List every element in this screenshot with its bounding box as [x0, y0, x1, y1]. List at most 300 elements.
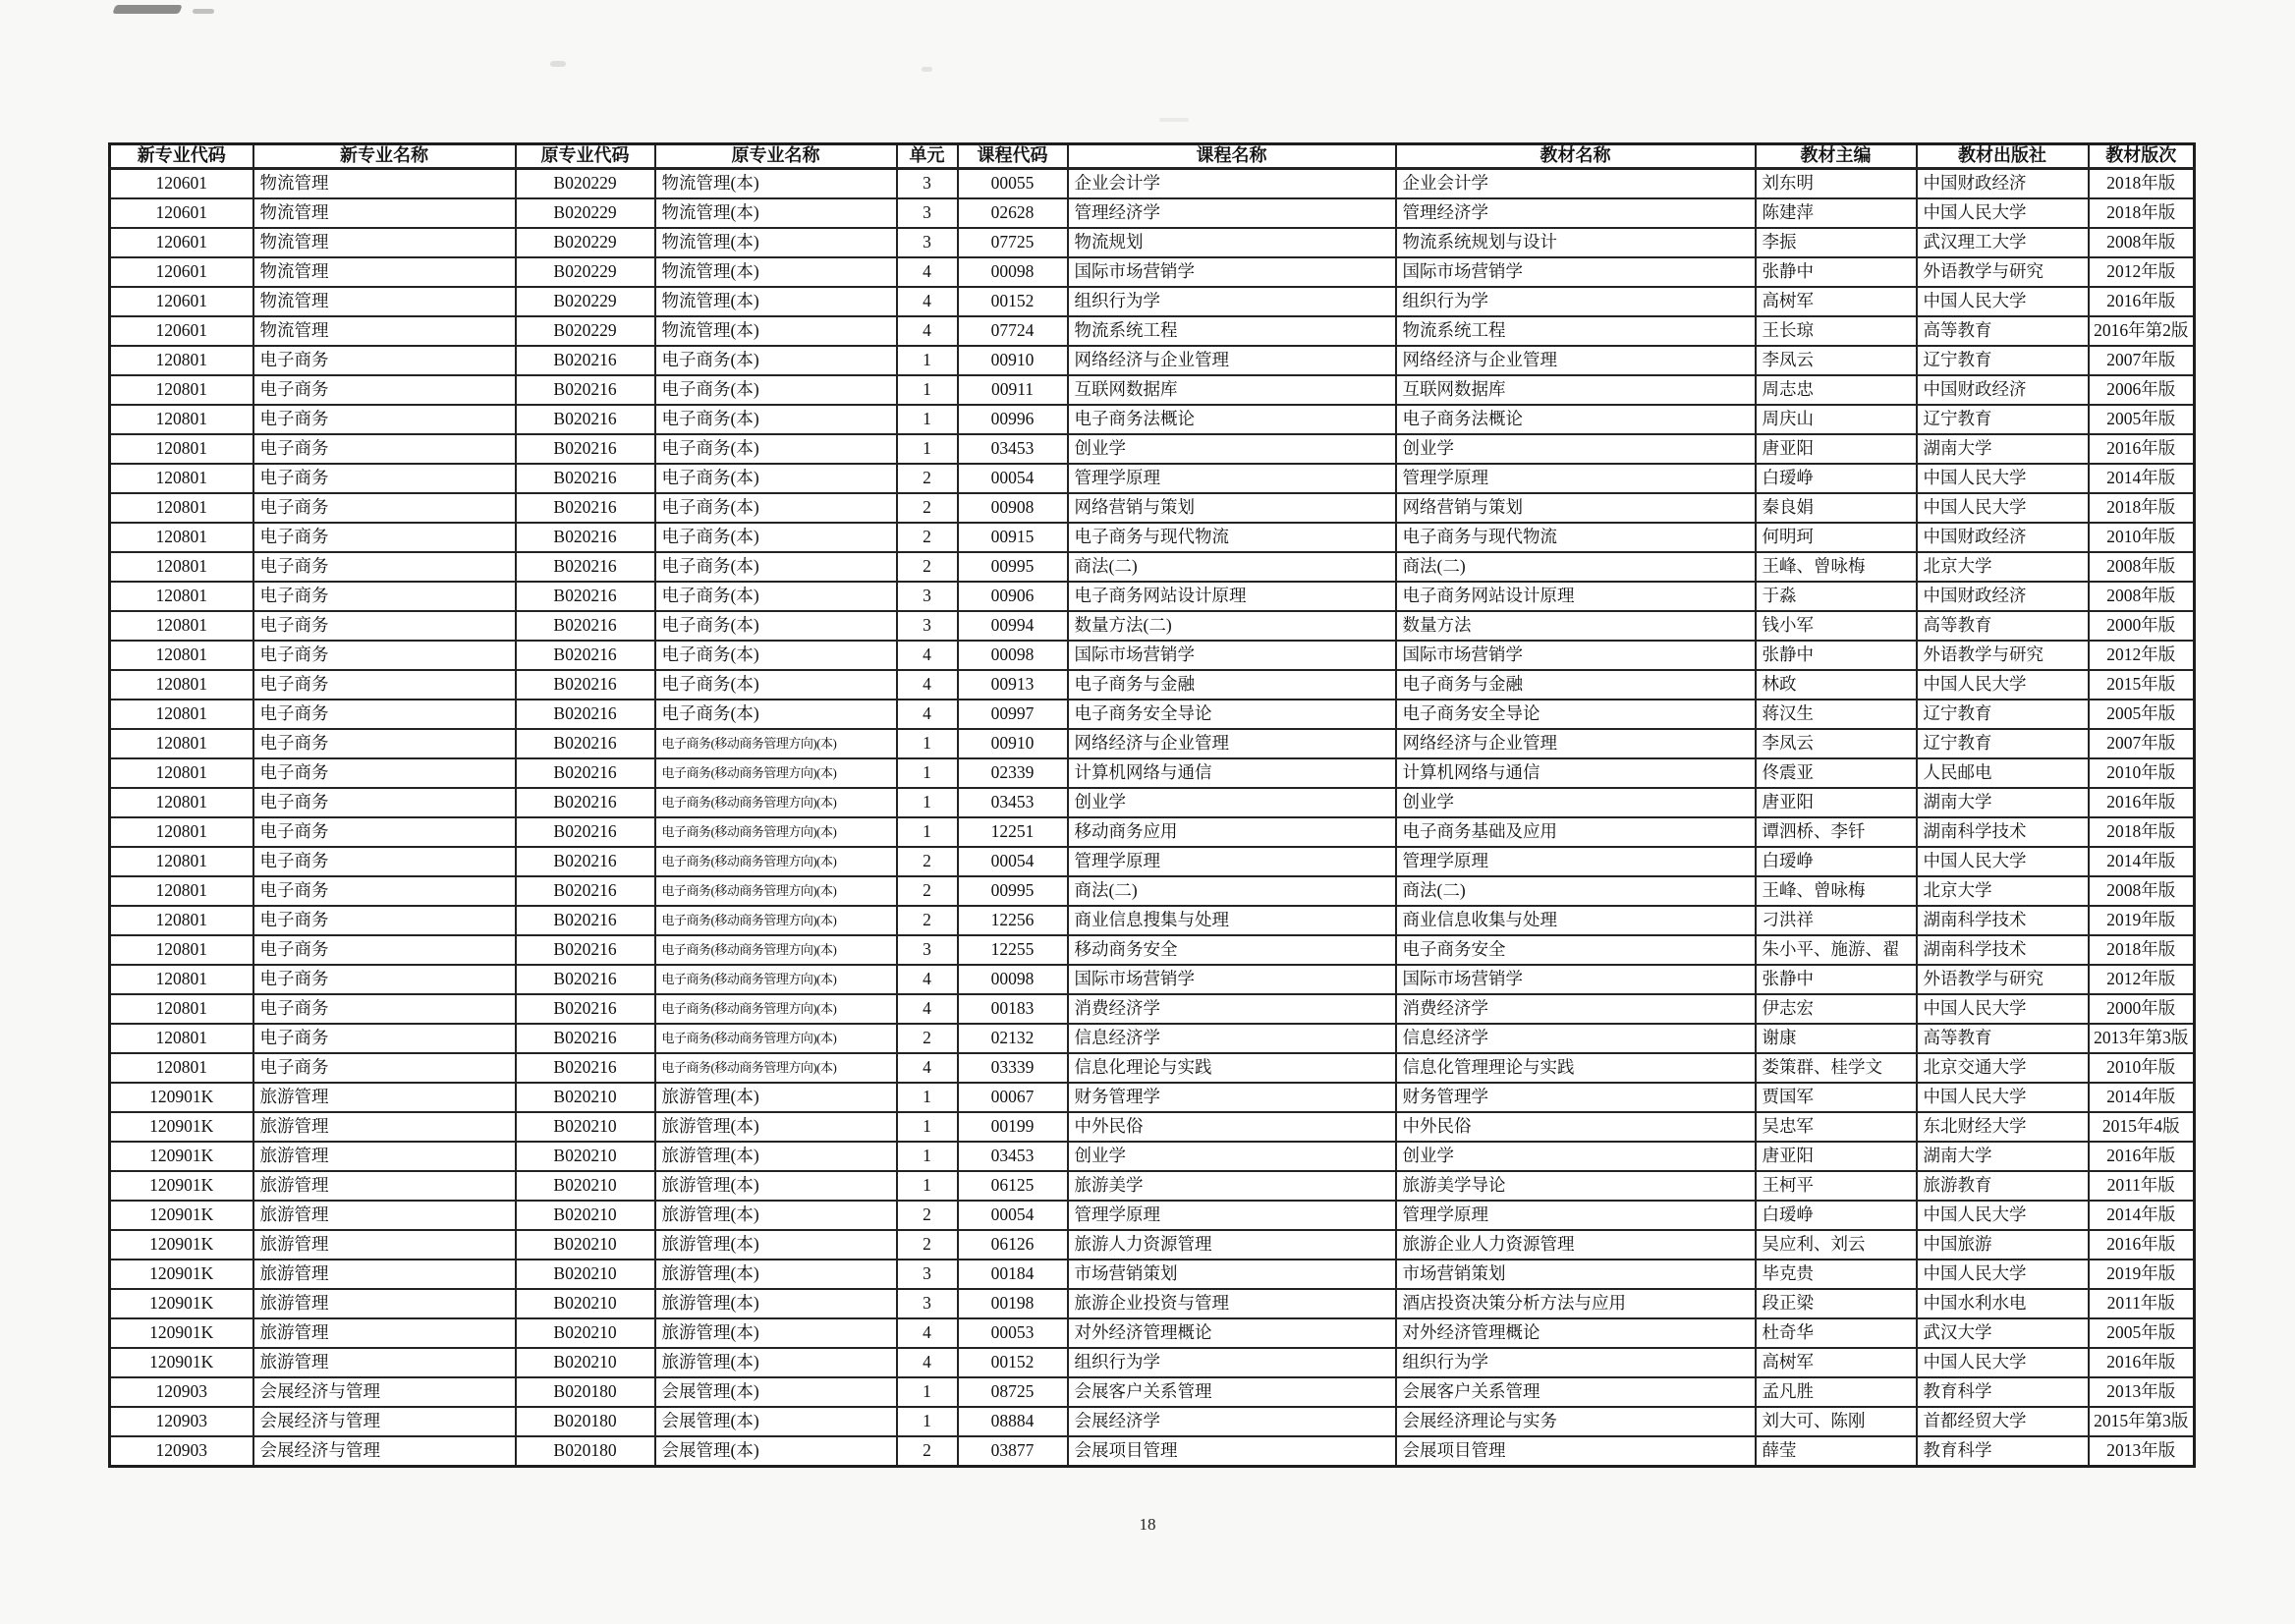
table-row: [110, 1053, 2195, 1083]
table-cell: 120801: [110, 847, 253, 876]
table-cell: 120903: [110, 1407, 253, 1436]
table-cell: 电子商务(本): [655, 611, 897, 641]
table-cell: 电子商务: [253, 965, 516, 994]
table-cell: 3: [897, 1289, 958, 1318]
table-cell: 中国人民大学: [1917, 1083, 2089, 1112]
table-cell: 电子商务网站设计原理: [1068, 582, 1396, 611]
table-cell: 中外民俗: [1068, 1112, 1396, 1142]
table-cell: 北京交通大学: [1917, 1053, 2089, 1083]
table-cell: 00054: [958, 847, 1068, 876]
page-number: 18: [1139, 1515, 1156, 1534]
table-cell: 信息化理论与实践: [1068, 1053, 1396, 1083]
table-cell: 刁洪祥: [1756, 906, 1917, 935]
table-row: [110, 198, 2195, 228]
table-cell: B020216: [516, 641, 655, 670]
table-row: [110, 287, 2195, 316]
table-cell: B020210: [516, 1230, 655, 1260]
table-row: [110, 906, 2195, 935]
table-cell: 2018年版: [2089, 935, 2195, 965]
table-cell: 物流管理(本): [655, 257, 897, 287]
table-cell: 辽宁教育: [1917, 729, 2089, 758]
table-cell: 02628: [958, 198, 1068, 228]
table-cell: 首都经贸大学: [1917, 1407, 2089, 1436]
table-cell: 旅游管理: [253, 1230, 516, 1260]
table-cell: 120801: [110, 1053, 253, 1083]
table-cell: 2010年版: [2089, 1053, 2195, 1083]
table-row: [110, 729, 2195, 758]
table-cell: 电子商务(移动商务管理方向)(本): [655, 1024, 897, 1053]
table-row: [110, 1348, 2195, 1377]
table-cell: 电子商务: [253, 906, 516, 935]
table-cell: 120801: [110, 670, 253, 700]
table-cell: 财务管理学: [1396, 1083, 1756, 1112]
table-cell: 高等教育: [1917, 611, 2089, 641]
table-cell: 120901K: [110, 1112, 253, 1142]
table-cell: 管理经济学: [1396, 198, 1756, 228]
table-cell: 旅游管理: [253, 1318, 516, 1348]
table-cell: 03453: [958, 1142, 1068, 1171]
table-cell: 中国财政经济: [1917, 375, 2089, 405]
table-cell: 00994: [958, 611, 1068, 641]
table-cell: 120801: [110, 375, 253, 405]
table-cell: 03453: [958, 434, 1068, 464]
table-cell: 00152: [958, 1348, 1068, 1377]
table-cell: 2: [897, 1436, 958, 1467]
table-cell: 电子商务: [253, 817, 516, 847]
table-cell: 2: [897, 847, 958, 876]
table-cell: 中国人民大学: [1917, 670, 2089, 700]
table-row: [110, 228, 2195, 257]
scan-artifact: [550, 61, 566, 67]
table-cell: 电子商务(本): [655, 405, 897, 434]
table-cell: 4: [897, 1053, 958, 1083]
table-cell: 2018年版: [2089, 493, 2195, 523]
table-cell: 00184: [958, 1260, 1068, 1289]
table-cell: 120601: [110, 169, 253, 199]
table-cell: 电子商务安全导论: [1396, 700, 1756, 729]
scan-artifact: [922, 67, 932, 72]
table-cell: 电子商务: [253, 788, 516, 817]
table-cell: 120901K: [110, 1230, 253, 1260]
table-cell: 03877: [958, 1436, 1068, 1467]
table-cell: 电子商务网站设计原理: [1396, 582, 1756, 611]
table-cell: 贾国军: [1756, 1083, 1917, 1112]
table-cell: 2016年版: [2089, 1230, 2195, 1260]
table-cell: B020216: [516, 464, 655, 493]
table-row: [110, 611, 2195, 641]
table-cell: 00910: [958, 729, 1068, 758]
table-cell: 旅游管理: [253, 1289, 516, 1318]
table-cell: 移动商务应用: [1068, 817, 1396, 847]
table-cell: 国际市场营销学: [1068, 965, 1396, 994]
course-textbook-table: [108, 142, 2196, 1468]
table-cell: 1: [897, 346, 958, 375]
table-row: [110, 552, 2195, 582]
table-cell: 高树军: [1756, 287, 1917, 316]
table-cell: 电子商务(本): [655, 346, 897, 375]
table-cell: 企业会计学: [1396, 169, 1756, 199]
table-cell: 秦良娟: [1756, 493, 1917, 523]
table-row: [110, 1377, 2195, 1407]
table-cell: 网络营销与策划: [1068, 493, 1396, 523]
table-cell: 1: [897, 817, 958, 847]
table-cell: 于淼: [1756, 582, 1917, 611]
table-cell: 120601: [110, 257, 253, 287]
table-cell: 旅游管理(本): [655, 1083, 897, 1112]
table-cell: 电子商务(本): [655, 464, 897, 493]
table-cell: 物流管理(本): [655, 198, 897, 228]
table-cell: 商法(二): [1068, 876, 1396, 906]
table-cell: 旅游管理(本): [655, 1348, 897, 1377]
table-cell: 2016年版: [2089, 1142, 2195, 1171]
table-cell: 2016年第2版: [2089, 316, 2195, 346]
table-cell: 管理学原理: [1068, 464, 1396, 493]
table-cell: 白瑷峥: [1756, 1201, 1917, 1230]
table-cell: 00199: [958, 1112, 1068, 1142]
table-cell: 06125: [958, 1171, 1068, 1201]
table-cell: 中国水利水电: [1917, 1289, 2089, 1318]
table-cell: 4: [897, 316, 958, 346]
table-cell: B020210: [516, 1171, 655, 1201]
table-cell: B020216: [516, 493, 655, 523]
table-cell: 电子商务(本): [655, 552, 897, 582]
table-cell: 电子商务(移动商务管理方向)(本): [655, 965, 897, 994]
table-cell: 管理学原理: [1396, 1201, 1756, 1230]
table-cell: 电子商务: [253, 700, 516, 729]
scan-artifact: [112, 5, 182, 14]
table-cell: 旅游企业人力资源管理: [1396, 1230, 1756, 1260]
table-cell: 00054: [958, 464, 1068, 493]
table-cell: B020216: [516, 1024, 655, 1053]
table-cell: 市场营销策划: [1396, 1260, 1756, 1289]
table-cell: 1: [897, 1142, 958, 1171]
table-cell: 电子商务(本): [655, 375, 897, 405]
column-header: 课程代码: [958, 144, 1068, 169]
table-cell: 1: [897, 1112, 958, 1142]
table-cell: 2014年版: [2089, 464, 2195, 493]
table-cell: 商法(二): [1396, 876, 1756, 906]
table-cell: 2016年版: [2089, 434, 2195, 464]
table-cell: 辽宁教育: [1917, 700, 2089, 729]
table-cell: 会展管理(本): [655, 1377, 897, 1407]
table-cell: 高等教育: [1917, 316, 2089, 346]
table-cell: 120801: [110, 434, 253, 464]
table-cell: 120901K: [110, 1083, 253, 1112]
table-cell: 2014年版: [2089, 1083, 2195, 1112]
table-cell: 2012年版: [2089, 641, 2195, 670]
table-row: [110, 405, 2195, 434]
column-header: 单元: [897, 144, 958, 169]
table-cell: 管理经济学: [1068, 198, 1396, 228]
table-cell: 电子商务(移动商务管理方向)(本): [655, 788, 897, 817]
table-cell: 120601: [110, 228, 253, 257]
table-cell: 中国人民大学: [1917, 1348, 2089, 1377]
table-cell: 互联网数据库: [1068, 375, 1396, 405]
table-cell: 2019年版: [2089, 906, 2195, 935]
table-cell: 2010年版: [2089, 758, 2195, 788]
table-cell: 旅游企业投资与管理: [1068, 1289, 1396, 1318]
table-cell: 2013年版: [2089, 1377, 2195, 1407]
table-cell: 会展经济与管理: [253, 1377, 516, 1407]
table-cell: 教育科学: [1917, 1377, 2089, 1407]
column-header: 教材名称: [1396, 144, 1756, 169]
table-cell: 计算机网络与通信: [1396, 758, 1756, 788]
table-cell: 1: [897, 758, 958, 788]
table-cell: 移动商务安全: [1068, 935, 1396, 965]
table-cell: 中国人民大学: [1917, 493, 2089, 523]
table-cell: 00995: [958, 552, 1068, 582]
table-cell: 消费经济学: [1396, 994, 1756, 1024]
table-cell: 网络营销与策划: [1396, 493, 1756, 523]
table-cell: 2012年版: [2089, 965, 2195, 994]
table-cell: 伊志宏: [1756, 994, 1917, 1024]
table-cell: 00996: [958, 405, 1068, 434]
table-cell: 12251: [958, 817, 1068, 847]
table-row: [110, 257, 2195, 287]
table-cell: 2: [897, 876, 958, 906]
table-cell: B020216: [516, 375, 655, 405]
table-cell: 120901K: [110, 1201, 253, 1230]
table-cell: 会展客户关系管理: [1396, 1377, 1756, 1407]
table-cell: 网络经济与企业管理: [1068, 346, 1396, 375]
table-cell: 电子商务(本): [655, 582, 897, 611]
table-cell: 电子商务与金融: [1068, 670, 1396, 700]
table-row: [110, 641, 2195, 670]
table-cell: 电子商务: [253, 434, 516, 464]
table-cell: 湖南大学: [1917, 1142, 2089, 1171]
table-cell: 120901K: [110, 1142, 253, 1171]
table-cell: 财务管理学: [1068, 1083, 1396, 1112]
table-cell: 王峰、曾咏梅: [1756, 552, 1917, 582]
table-cell: 120903: [110, 1436, 253, 1467]
table-cell: 创业学: [1068, 788, 1396, 817]
table-row: [110, 1289, 2195, 1318]
table-cell: 数量方法: [1396, 611, 1756, 641]
table-cell: 2011年版: [2089, 1289, 2195, 1318]
table-cell: 2016年版: [2089, 287, 2195, 316]
table-cell: 国际市场营销学: [1068, 641, 1396, 670]
table-cell: 电子商务: [253, 758, 516, 788]
table-cell: 张静中: [1756, 641, 1917, 670]
table-cell: 07725: [958, 228, 1068, 257]
table-cell: 教育科学: [1917, 1436, 2089, 1467]
table-row: [110, 876, 2195, 906]
table-cell: 120801: [110, 1024, 253, 1053]
table-cell: 120601: [110, 287, 253, 316]
table-cell: 电子商务: [253, 582, 516, 611]
table-cell: 1: [897, 1377, 958, 1407]
table-cell: 2000年版: [2089, 994, 2195, 1024]
table-cell: 2: [897, 1024, 958, 1053]
table-cell: 1: [897, 434, 958, 464]
table-cell: 朱小平、施游、翟: [1756, 935, 1917, 965]
table-cell: 电子商务基础及应用: [1396, 817, 1756, 847]
table-cell: 电子商务(本): [655, 700, 897, 729]
table-row: [110, 316, 2195, 346]
table-cell: B020216: [516, 994, 655, 1024]
table-cell: 120601: [110, 316, 253, 346]
table-row: [110, 788, 2195, 817]
table-cell: 辽宁教育: [1917, 405, 2089, 434]
table-cell: 物流管理: [253, 228, 516, 257]
table-cell: 物流管理: [253, 287, 516, 316]
table-cell: 00054: [958, 1201, 1068, 1230]
table-cell: 中国财政经济: [1917, 169, 2089, 199]
table-cell: 物流管理(本): [655, 287, 897, 316]
table-cell: 电子商务: [253, 670, 516, 700]
table-cell: 白瑷峥: [1756, 464, 1917, 493]
table-cell: 物流管理(本): [655, 316, 897, 346]
table-cell: 00913: [958, 670, 1068, 700]
table-row: [110, 670, 2195, 700]
table-cell: 3: [897, 935, 958, 965]
table-cell: 2: [897, 1230, 958, 1260]
table-cell: 会展经济与管理: [253, 1436, 516, 1467]
table-cell: 旅游管理: [253, 1260, 516, 1289]
table-cell: 电子商务(移动商务管理方向)(本): [655, 876, 897, 906]
table-cell: 3: [897, 1260, 958, 1289]
table-cell: 湖南科学技术: [1917, 817, 2089, 847]
table-cell: 国际市场营销学: [1396, 965, 1756, 994]
table-body: [110, 169, 2195, 1467]
table-cell: 电子商务: [253, 346, 516, 375]
table-cell: 毕克贵: [1756, 1260, 1917, 1289]
table-cell: 2010年版: [2089, 523, 2195, 552]
table-cell: 旅游美学导论: [1396, 1171, 1756, 1201]
table-cell: 2018年版: [2089, 169, 2195, 199]
table-cell: 何明珂: [1756, 523, 1917, 552]
table-cell: 会展客户关系管理: [1068, 1377, 1396, 1407]
table-cell: B020210: [516, 1083, 655, 1112]
table-cell: 电子商务(本): [655, 641, 897, 670]
table-cell: 1: [897, 1407, 958, 1436]
table-cell: 钱小军: [1756, 611, 1917, 641]
table-cell: 120901K: [110, 1348, 253, 1377]
table-cell: 电子商务(移动商务管理方向)(本): [655, 935, 897, 965]
table-cell: 唐亚阳: [1756, 788, 1917, 817]
table-cell: B020216: [516, 346, 655, 375]
table-cell: 电子商务安全导论: [1068, 700, 1396, 729]
table-cell: 物流管理: [253, 316, 516, 346]
table-cell: B020229: [516, 287, 655, 316]
table-cell: 刘东明: [1756, 169, 1917, 199]
table-row: [110, 1407, 2195, 1436]
table-cell: 中国人民大学: [1917, 1260, 2089, 1289]
table-cell: 03453: [958, 788, 1068, 817]
table-cell: 佟震亚: [1756, 758, 1917, 788]
table-cell: B020180: [516, 1407, 655, 1436]
table-row: [110, 1142, 2195, 1171]
column-header: 原专业名称: [655, 144, 897, 169]
table-cell: 1: [897, 405, 958, 434]
table-cell: B020216: [516, 523, 655, 552]
table-cell: 电子商务: [253, 405, 516, 434]
table-cell: 00053: [958, 1318, 1068, 1348]
table-cell: 会展经济与管理: [253, 1407, 516, 1436]
table-cell: B020210: [516, 1289, 655, 1318]
table-cell: 信息经济学: [1396, 1024, 1756, 1053]
table-cell: 12256: [958, 906, 1068, 935]
header-row: [110, 144, 2195, 169]
table-cell: 电子商务: [253, 729, 516, 758]
table-cell: 2005年版: [2089, 700, 2195, 729]
table-row: [110, 935, 2195, 965]
table-cell: 4: [897, 1348, 958, 1377]
table-cell: 辽宁教育: [1917, 346, 2089, 375]
table-cell: 120801: [110, 788, 253, 817]
table-cell: B020216: [516, 906, 655, 935]
table-cell: 120801: [110, 552, 253, 582]
table-cell: 湖南大学: [1917, 788, 2089, 817]
table-cell: 计算机网络与通信: [1068, 758, 1396, 788]
table-row: [110, 346, 2195, 375]
table-cell: 东北财经大学: [1917, 1112, 2089, 1142]
table-cell: 物流管理: [253, 257, 516, 287]
table-cell: 外语教学与研究: [1917, 965, 2089, 994]
column-header: 教材版次: [2089, 144, 2195, 169]
table-cell: 谢康: [1756, 1024, 1917, 1053]
table-cell: 120901K: [110, 1260, 253, 1289]
table-cell: 2008年版: [2089, 552, 2195, 582]
table-cell: 电子商务: [253, 523, 516, 552]
table-row: [110, 375, 2195, 405]
table-cell: 中国人民大学: [1917, 198, 2089, 228]
table-header: [110, 144, 2195, 169]
table-cell: 120801: [110, 935, 253, 965]
table-cell: 李凤云: [1756, 729, 1917, 758]
table-cell: 电子商务: [253, 375, 516, 405]
table-cell: 旅游管理: [253, 1112, 516, 1142]
table-cell: 物流管理: [253, 198, 516, 228]
table-cell: 2: [897, 1201, 958, 1230]
table-cell: 电子商务: [253, 1024, 516, 1053]
table-cell: 外语教学与研究: [1917, 257, 2089, 287]
column-header: 教材出版社: [1917, 144, 2089, 169]
table-cell: 对外经济管理概论: [1396, 1318, 1756, 1348]
table-cell: 武汉大学: [1917, 1318, 2089, 1348]
table-cell: 物流系统工程: [1396, 316, 1756, 346]
table-cell: 1: [897, 729, 958, 758]
table-cell: 创业学: [1068, 1142, 1396, 1171]
table-cell: 4: [897, 670, 958, 700]
table-cell: 旅游管理: [253, 1171, 516, 1201]
table-cell: B020216: [516, 611, 655, 641]
table-cell: 外语教学与研究: [1917, 641, 2089, 670]
table-cell: 00055: [958, 169, 1068, 199]
table-cell: 电子商务: [253, 847, 516, 876]
table-row: [110, 434, 2195, 464]
table-row: [110, 1024, 2195, 1053]
table-cell: 4: [897, 994, 958, 1024]
scan-artifact: [1159, 118, 1189, 122]
column-header: 新专业代码: [110, 144, 253, 169]
table-cell: 谭泗桥、李钎: [1756, 817, 1917, 847]
table-cell: B020229: [516, 316, 655, 346]
table-cell: 1: [897, 1171, 958, 1201]
table-cell: 人民邮电: [1917, 758, 2089, 788]
table-cell: 张静中: [1756, 965, 1917, 994]
table-row: [110, 965, 2195, 994]
table-cell: 4: [897, 641, 958, 670]
table-cell: 商法(二): [1396, 552, 1756, 582]
table-cell: 4: [897, 257, 958, 287]
table-cell: B020216: [516, 582, 655, 611]
table-cell: 电子商务: [253, 464, 516, 493]
table-cell: 3: [897, 582, 958, 611]
table-cell: 旅游管理(本): [655, 1230, 897, 1260]
table-cell: B020216: [516, 965, 655, 994]
table-cell: 120801: [110, 758, 253, 788]
